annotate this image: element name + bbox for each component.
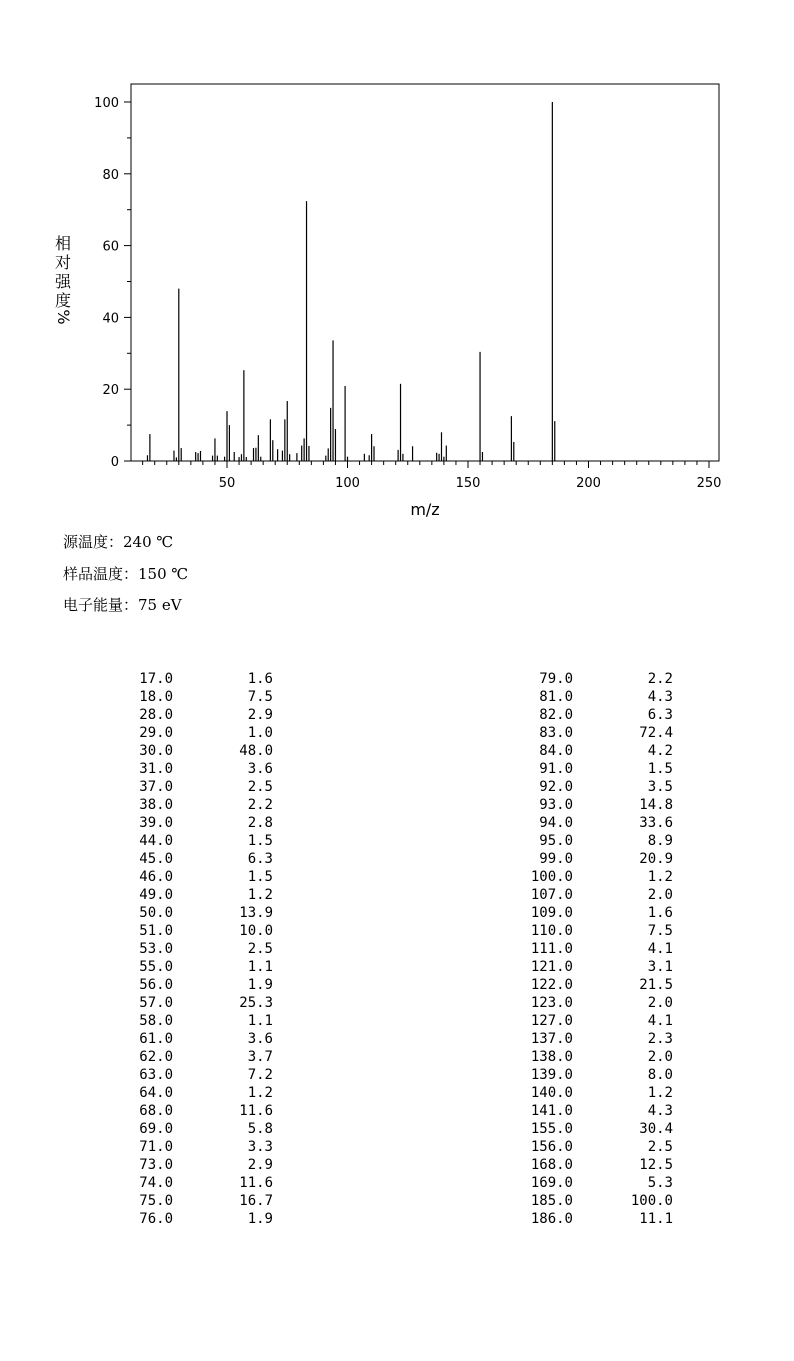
mz-value: 95.0 xyxy=(539,833,573,849)
table-row xyxy=(500,778,673,796)
mz-value: 45.0 xyxy=(139,851,173,867)
table-row xyxy=(500,922,673,940)
intensity-value: 2.2 xyxy=(247,797,273,813)
mz-value: 155.0 xyxy=(530,1121,573,1137)
mz-value: 63.0 xyxy=(139,1067,173,1083)
table-row xyxy=(100,724,273,742)
mz-value: 28.0 xyxy=(139,707,173,723)
y-axis xyxy=(94,96,131,470)
mz-value: 110.0 xyxy=(530,923,573,939)
table-row xyxy=(100,1012,273,1030)
y-title-char: 对 xyxy=(54,253,72,272)
table-row xyxy=(100,688,273,706)
mz-value: 73.0 xyxy=(139,1157,173,1173)
y-tick-label: 80 xyxy=(102,167,119,183)
intensity-value: 10.0 xyxy=(239,923,273,939)
table-row xyxy=(500,886,673,904)
table-row xyxy=(100,1192,273,1210)
intensity-value: 11.6 xyxy=(239,1175,273,1191)
table-row xyxy=(100,814,273,832)
intensity-value: 3.6 xyxy=(247,1031,273,1047)
table-row xyxy=(500,724,673,742)
mz-value: 121.0 xyxy=(530,959,573,975)
table-row xyxy=(500,868,673,886)
intensity-value: 2.0 xyxy=(647,995,673,1011)
table-row xyxy=(500,958,673,976)
y-tick-label: 100 xyxy=(94,96,119,111)
mz-value: 69.0 xyxy=(139,1121,173,1137)
mz-value: 99.0 xyxy=(539,851,573,867)
mz-value: 79.0 xyxy=(539,671,573,687)
table-row xyxy=(100,1102,273,1120)
mz-value: 61.0 xyxy=(139,1031,173,1047)
intensity-value: 12.5 xyxy=(639,1157,673,1173)
y-tick-label: 40 xyxy=(102,311,119,327)
mz-value: 55.0 xyxy=(139,959,173,975)
intensity-value: 4.1 xyxy=(647,1013,673,1029)
intensity-value: 4.3 xyxy=(647,1103,673,1119)
intensity-value: 2.8 xyxy=(247,815,273,831)
intensity-value: 16.7 xyxy=(239,1193,273,1209)
intensity-value: 11.6 xyxy=(239,1103,273,1119)
mz-value: 94.0 xyxy=(539,815,573,831)
table-row xyxy=(500,760,673,778)
intensity-value: 30.4 xyxy=(639,1121,673,1137)
condition-label: 电子能量： xyxy=(63,596,139,614)
mz-value: 62.0 xyxy=(139,1049,173,1065)
intensity-value: 1.2 xyxy=(247,1085,273,1101)
intensity-value: 8.9 xyxy=(647,833,673,849)
table-row xyxy=(500,670,673,688)
mz-value: 68.0 xyxy=(139,1103,173,1119)
intensity-value: 8.0 xyxy=(647,1067,673,1083)
table-row xyxy=(100,904,273,922)
mz-value: 156.0 xyxy=(530,1139,573,1155)
intensity-value: 20.9 xyxy=(639,851,673,867)
mz-value: 82.0 xyxy=(539,707,573,723)
mz-value: 122.0 xyxy=(530,977,573,993)
mz-value: 30.0 xyxy=(139,743,173,759)
table-row xyxy=(500,1102,673,1120)
condition-value: 150 ℃ xyxy=(138,565,189,583)
mz-value: 37.0 xyxy=(139,779,173,795)
intensity-value: 11.1 xyxy=(639,1211,673,1227)
table-row xyxy=(100,922,273,940)
mz-value: 168.0 xyxy=(530,1157,573,1173)
condition-electron-energy xyxy=(63,594,182,615)
plot-frame xyxy=(131,84,719,461)
intensity-value: 5.8 xyxy=(247,1121,273,1137)
table-row xyxy=(100,886,273,904)
intensity-value: 2.9 xyxy=(247,707,273,723)
intensity-value: 1.6 xyxy=(247,671,273,687)
table-row xyxy=(500,706,673,724)
table-row xyxy=(500,1048,673,1066)
table-row xyxy=(500,1120,673,1138)
mz-value: 141.0 xyxy=(530,1103,573,1119)
y-title-char: % xyxy=(54,309,73,325)
intensity-value: 1.5 xyxy=(247,869,273,885)
peak-series xyxy=(147,102,554,461)
table-row xyxy=(100,1066,273,1084)
intensity-value: 6.3 xyxy=(247,851,273,867)
mz-value: 58.0 xyxy=(139,1013,173,1029)
mz-value: 44.0 xyxy=(139,833,173,849)
intensity-value: 1.1 xyxy=(247,1013,273,1029)
mz-value: 83.0 xyxy=(539,725,573,741)
intensity-value: 7.2 xyxy=(247,1067,273,1083)
mz-value: 185.0 xyxy=(530,1193,573,1209)
peak-table-right xyxy=(500,670,673,1228)
intensity-value: 1.5 xyxy=(247,833,273,849)
intensity-value: 2.5 xyxy=(247,779,273,795)
table-row xyxy=(500,850,673,868)
table-row xyxy=(100,1174,273,1192)
intensity-value: 1.2 xyxy=(647,1085,673,1101)
mz-value: 123.0 xyxy=(530,995,573,1011)
intensity-value: 21.5 xyxy=(639,977,673,993)
intensity-value: 1.2 xyxy=(247,887,273,903)
intensity-value: 3.7 xyxy=(247,1049,273,1065)
x-axis-title: m/z xyxy=(410,500,440,519)
intensity-value: 2.0 xyxy=(647,887,673,903)
table-row xyxy=(100,670,273,688)
mz-value: 93.0 xyxy=(539,797,573,813)
intensity-value: 1.2 xyxy=(647,869,673,885)
mz-value: 100.0 xyxy=(530,869,573,885)
intensity-value: 2.5 xyxy=(647,1139,673,1155)
intensity-value: 13.9 xyxy=(239,905,273,921)
intensity-value: 1.0 xyxy=(247,725,273,741)
table-row xyxy=(500,688,673,706)
y-title-char: 度 xyxy=(54,291,72,310)
y-title-char: 强 xyxy=(54,272,72,291)
condition-label: 源温度： xyxy=(63,533,124,551)
table-row xyxy=(100,778,273,796)
intensity-value: 14.8 xyxy=(639,797,673,813)
intensity-value: 1.9 xyxy=(247,977,273,993)
y-tick-label: 20 xyxy=(102,383,119,399)
table-row xyxy=(100,1138,273,1156)
condition-value: 75 eV xyxy=(138,596,182,614)
table-row xyxy=(500,1138,673,1156)
intensity-value: 2.3 xyxy=(647,1031,673,1047)
table-row xyxy=(100,994,273,1012)
table-row xyxy=(100,1120,273,1138)
mz-value: 92.0 xyxy=(539,779,573,795)
intensity-value: 2.0 xyxy=(647,1049,673,1065)
mz-value: 17.0 xyxy=(139,671,173,687)
intensity-value: 3.5 xyxy=(647,779,673,795)
y-axis-title xyxy=(54,234,73,325)
intensity-value: 25.3 xyxy=(239,995,273,1011)
mz-value: 74.0 xyxy=(139,1175,173,1191)
table-row xyxy=(100,1030,273,1048)
mz-value: 49.0 xyxy=(139,887,173,903)
table-row xyxy=(500,742,673,760)
intensity-value: 72.4 xyxy=(639,725,673,741)
condition-source-temp xyxy=(63,531,173,552)
mz-value: 139.0 xyxy=(530,1067,573,1083)
table-row xyxy=(500,1066,673,1084)
intensity-value: 3.3 xyxy=(247,1139,273,1155)
mz-value: 109.0 xyxy=(530,905,573,921)
mz-value: 186.0 xyxy=(530,1211,573,1227)
x-tick-label: 250 xyxy=(696,476,722,491)
intensity-value: 2.2 xyxy=(647,671,673,687)
intensity-value: 6.3 xyxy=(647,707,673,723)
mz-value: 29.0 xyxy=(139,725,173,741)
table-row xyxy=(500,1192,673,1210)
intensity-value: 4.2 xyxy=(647,743,673,759)
table-row xyxy=(100,850,273,868)
mz-value: 38.0 xyxy=(139,797,173,813)
mz-value: 84.0 xyxy=(539,743,573,759)
table-row xyxy=(500,904,673,922)
mz-value: 81.0 xyxy=(539,689,573,705)
intensity-value: 48.0 xyxy=(239,743,273,759)
mz-value: 46.0 xyxy=(139,869,173,885)
intensity-value: 33.6 xyxy=(639,815,673,831)
table-row xyxy=(500,796,673,814)
intensity-value: 1.9 xyxy=(247,1211,273,1227)
table-row xyxy=(500,832,673,850)
table-row xyxy=(100,940,273,958)
intensity-value: 1.6 xyxy=(647,905,673,921)
mz-value: 50.0 xyxy=(139,905,173,921)
table-row xyxy=(500,940,673,958)
x-tick-label: 100 xyxy=(335,476,360,491)
table-row xyxy=(500,1210,673,1228)
mz-value: 75.0 xyxy=(139,1193,173,1209)
intensity-value: 5.3 xyxy=(647,1175,673,1191)
x-tick-label: 50 xyxy=(218,476,236,491)
peak-table-left xyxy=(100,670,273,1228)
intensity-value: 7.5 xyxy=(247,689,273,705)
table-row xyxy=(100,796,273,814)
table-row xyxy=(500,1030,673,1048)
table-row xyxy=(100,706,273,724)
condition-value: 240 ℃ xyxy=(123,533,174,551)
intensity-value: 7.5 xyxy=(647,923,673,939)
mz-value: 51.0 xyxy=(139,923,173,939)
mz-value: 169.0 xyxy=(530,1175,573,1191)
table-row xyxy=(100,1156,273,1174)
table-row xyxy=(100,1084,273,1102)
table-row xyxy=(100,868,273,886)
mz-value: 71.0 xyxy=(139,1139,173,1155)
intensity-value: 2.9 xyxy=(247,1157,273,1173)
intensity-value: 2.5 xyxy=(247,941,273,957)
intensity-value: 1.5 xyxy=(647,761,673,777)
mz-value: 127.0 xyxy=(530,1013,573,1029)
y-tick-label: 0 xyxy=(110,455,119,470)
x-axis xyxy=(143,461,722,491)
y-tick-label: 60 xyxy=(102,239,119,255)
table-row xyxy=(100,742,273,760)
mass-spectrum-chart xyxy=(0,0,794,530)
table-row xyxy=(500,814,673,832)
table-row xyxy=(500,1174,673,1192)
mz-value: 18.0 xyxy=(139,689,173,705)
intensity-value: 4.3 xyxy=(647,689,673,705)
table-row xyxy=(100,832,273,850)
mz-value: 39.0 xyxy=(139,815,173,831)
condition-label: 样品温度： xyxy=(63,565,139,583)
mz-value: 31.0 xyxy=(139,761,173,777)
table-row xyxy=(500,994,673,1012)
mz-value: 107.0 xyxy=(530,887,573,903)
mz-value: 138.0 xyxy=(530,1049,573,1065)
table-row xyxy=(500,1012,673,1030)
intensity-value: 100.0 xyxy=(630,1193,673,1209)
x-tick-label: 150 xyxy=(455,476,481,491)
table-row xyxy=(100,760,273,778)
intensity-value: 3.6 xyxy=(247,761,273,777)
x-tick-label: 200 xyxy=(576,476,601,491)
table-row xyxy=(100,1210,273,1228)
mz-value: 91.0 xyxy=(539,761,573,777)
table-row xyxy=(500,976,673,994)
mz-value: 76.0 xyxy=(139,1211,173,1227)
table-row xyxy=(100,976,273,994)
table-row xyxy=(500,1084,673,1102)
y-title-char: 相 xyxy=(54,234,72,253)
mz-value: 53.0 xyxy=(139,941,173,957)
table-row xyxy=(100,1048,273,1066)
mz-value: 56.0 xyxy=(139,977,173,993)
intensity-value: 1.1 xyxy=(247,959,273,975)
mz-value: 140.0 xyxy=(530,1085,573,1101)
mz-value: 111.0 xyxy=(530,941,573,957)
table-row xyxy=(100,958,273,976)
mz-value: 64.0 xyxy=(139,1085,173,1101)
mz-value: 137.0 xyxy=(530,1031,573,1047)
table-row xyxy=(500,1156,673,1174)
condition-sample-temp xyxy=(63,563,188,584)
intensity-value: 4.1 xyxy=(647,941,673,957)
intensity-value: 3.1 xyxy=(647,959,673,975)
mz-value: 57.0 xyxy=(139,995,173,1011)
